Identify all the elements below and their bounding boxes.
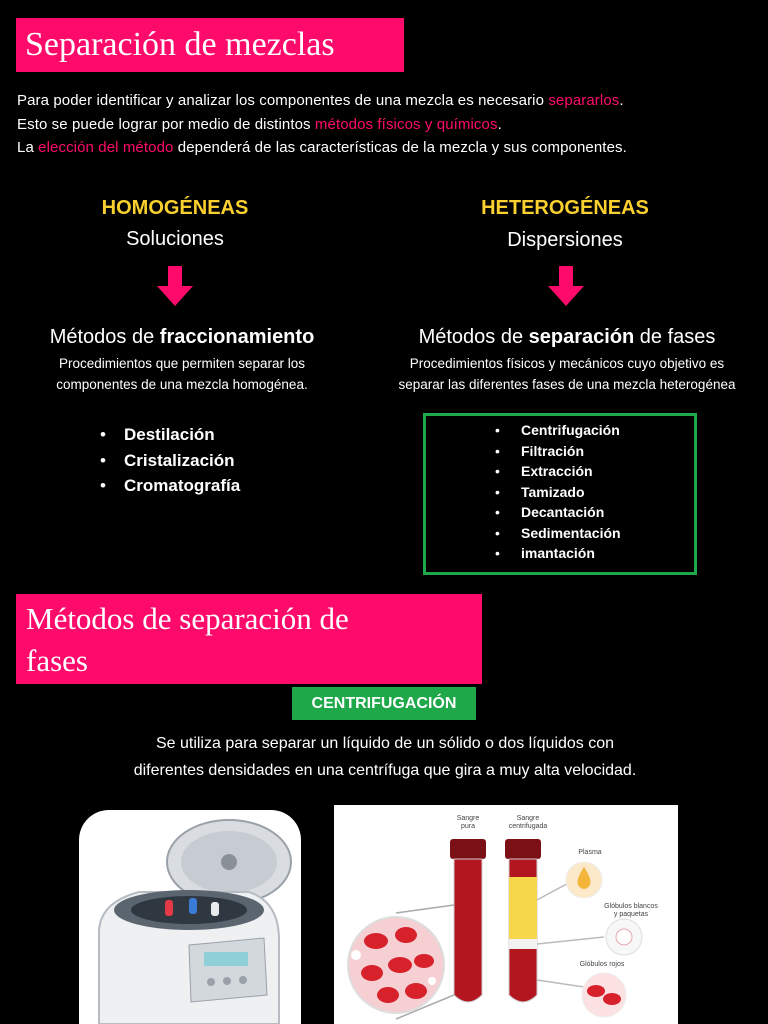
white-cells-label: Glóbulos blancos y paquetas bbox=[604, 903, 658, 918]
highlight-separarlos: separarlos bbox=[548, 92, 620, 109]
list-item: • Filtración bbox=[521, 441, 621, 462]
heterogeneas-subheading: Dispersiones bbox=[507, 229, 623, 251]
intro-line-2: Esto se puede lograr por medio de distintos métodos físicos y químicos. bbox=[17, 115, 502, 133]
list-item: • Destilación bbox=[124, 422, 240, 448]
list-item: • Extracción bbox=[521, 461, 621, 482]
centrifuge-image bbox=[79, 810, 301, 1024]
heterogeneas-method-list bbox=[521, 420, 621, 564]
homogeneas-method: Métodos de fraccionamiento bbox=[49, 326, 315, 348]
intro-line-1: Para poder identificar y analizar los componentes de una mezcla es necesario separarlos. bbox=[17, 92, 624, 109]
list-item: • imantación bbox=[521, 543, 621, 564]
homogeneas-subheading: Soluciones bbox=[126, 228, 224, 250]
list-item: • Tamizado bbox=[521, 482, 621, 503]
list-item: • Cristalización bbox=[124, 448, 240, 474]
blood-tubes-icon bbox=[334, 805, 678, 1024]
heterogeneas-heading: HETEROGÉNEAS bbox=[481, 197, 649, 219]
list-item: • Cromatografía bbox=[124, 473, 240, 499]
arrow-down-icon bbox=[157, 266, 193, 306]
section-title: Métodos de separación de fases bbox=[16, 594, 482, 684]
intro-line-3: La elección del método dependerá de las características de la mezcla y sus componentes. bbox=[17, 139, 627, 156]
heterogeneas-method: Métodos de separación de fases bbox=[418, 326, 716, 348]
homogeneas-method-list bbox=[124, 422, 240, 499]
centrifugacion-label: CENTRIFUGACIÓN bbox=[292, 687, 476, 720]
list-item: • Centrifugación bbox=[521, 420, 621, 441]
list-item: • Decantación bbox=[521, 502, 621, 523]
tube1-label: Sangre pura bbox=[456, 815, 480, 830]
homogeneas-heading: HOMOGÉNEAS bbox=[101, 197, 249, 219]
list-item: • Sedimentación bbox=[521, 523, 621, 544]
tube2-label: Sangre centrifugada bbox=[508, 815, 548, 830]
centrifugacion-description: Se utiliza para separar un líquido de un sólido o dos líquidos con diferentes densidades en una centrífuga que gira a muy alta velocidad. bbox=[133, 735, 637, 779]
heterogeneas-description: Procedimientos físicos y mecánicos cuyo objetivo es separar las diferentes fases de una mezcla heterogénea bbox=[398, 356, 736, 392]
intro-paragraph bbox=[17, 89, 757, 160]
centrifuge-icon bbox=[79, 810, 301, 1024]
blood-centrifugation-diagram bbox=[334, 805, 678, 1024]
highlight-eleccion: elección del método bbox=[38, 139, 174, 156]
arrow-down-icon bbox=[548, 266, 584, 306]
main-title: Separación de mezclas bbox=[16, 18, 404, 72]
red-cells-label: Glóbulos rojos bbox=[579, 961, 625, 968]
highlight-metodos: métodos físicos y químicos bbox=[314, 115, 498, 133]
homogeneas-description: Procedimientos que permiten separar los componentes de una mezcla homogénea. bbox=[56, 356, 308, 392]
plasma-label: Plasma bbox=[578, 849, 602, 856]
